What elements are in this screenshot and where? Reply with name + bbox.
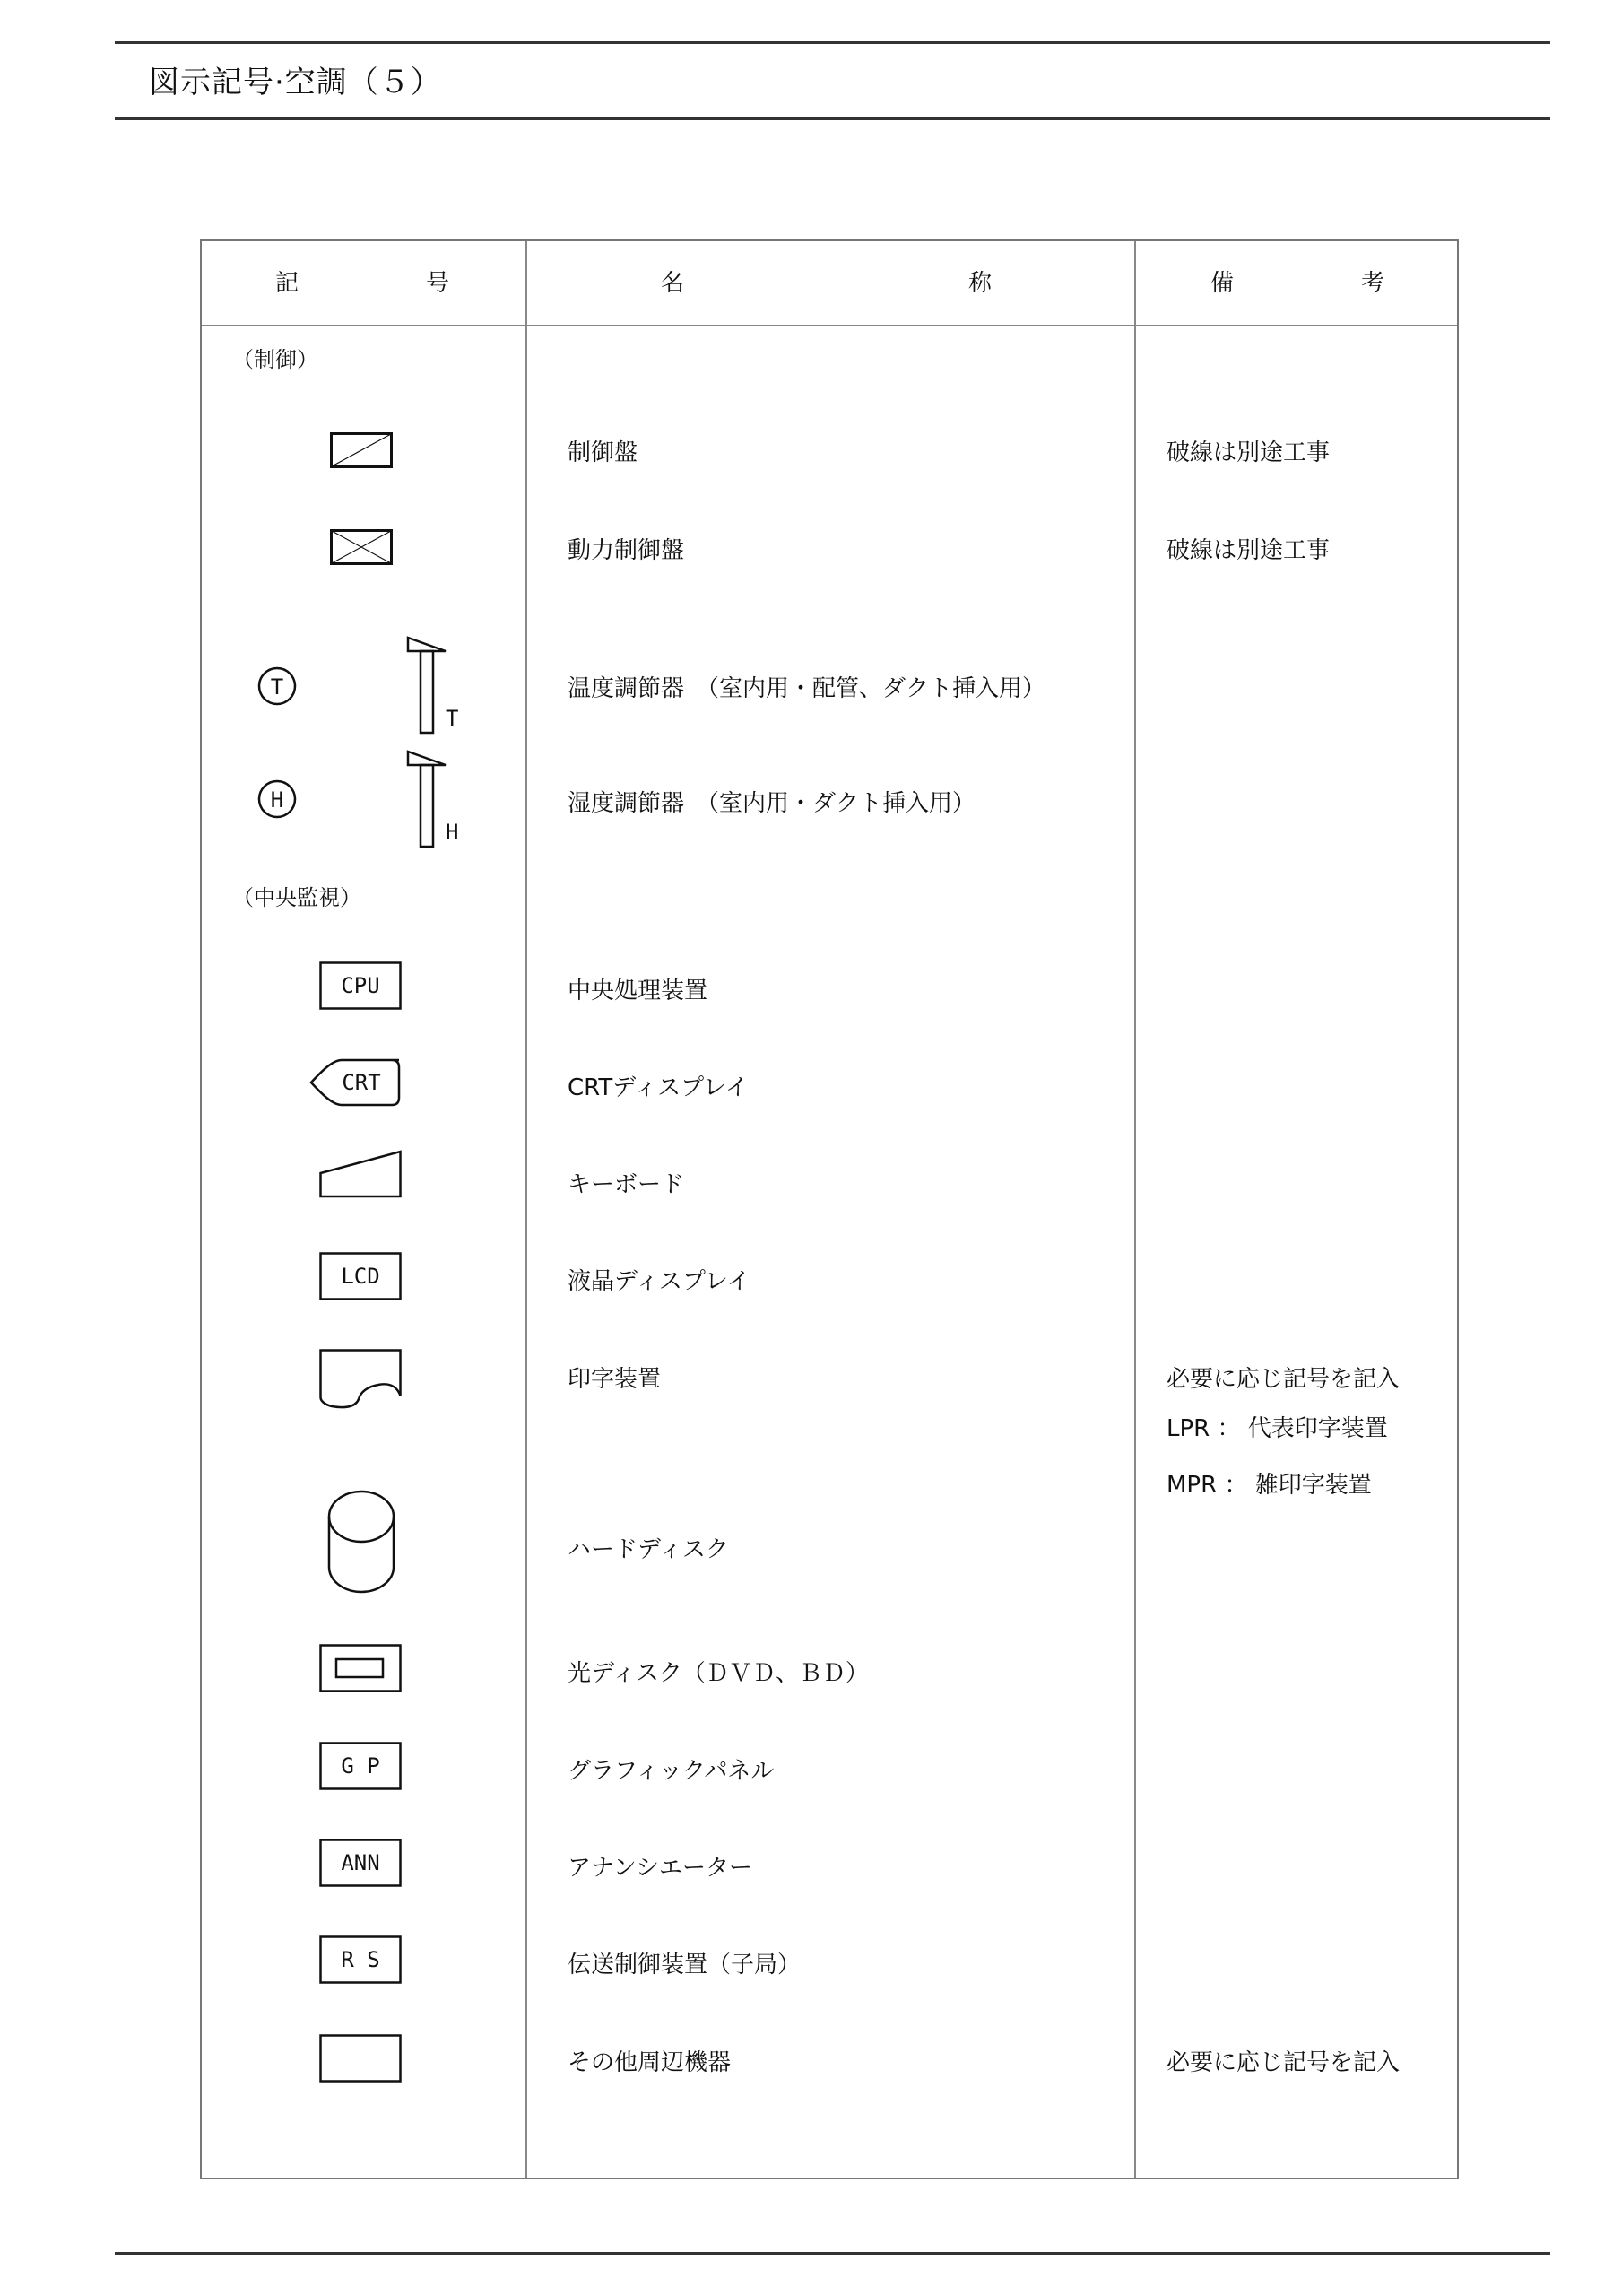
- row-name: ハードディスク: [568, 1536, 729, 1563]
- row-name: 温度調節器 （室内用・配管、ダクト挿入用）: [568, 675, 1046, 702]
- row-name: 制御盤: [568, 439, 638, 466]
- crt-display-symbol-icon: [309, 1058, 404, 1109]
- svg-text:T: T: [270, 674, 284, 700]
- annunciator-symbol-icon: [319, 1839, 402, 1889]
- optical-disc-symbol-icon: [319, 1644, 402, 1694]
- column-divider: [1134, 241, 1136, 2178]
- row-remarks-mpr: MPR ： 雑印字装置: [1167, 1472, 1372, 1499]
- humidistat-room-symbol-icon: [257, 779, 297, 819]
- svg-text:H: H: [446, 820, 459, 845]
- svg-text:ANN: ANN: [341, 1850, 380, 1875]
- peripheral-symbol-icon: [319, 2034, 402, 2084]
- row-name: 湿度調節器 （室内用・ダクト挿入用）: [568, 790, 976, 817]
- page-title: 図示記号·空調（５）: [149, 65, 442, 100]
- row-name: 伝送制御装置（子局）: [568, 1952, 802, 1979]
- svg-text:LCD: LCD: [341, 1264, 380, 1289]
- row-remarks: 破線は別途工事: [1167, 439, 1331, 466]
- thermostat-room-symbol-icon: [257, 666, 297, 706]
- row-remarks: 必要に応じ記号を記入: [1167, 2049, 1401, 2076]
- lcd-display-symbol-icon: [319, 1252, 402, 1302]
- row-remarks: 必要に応じ記号を記入: [1167, 1366, 1401, 1393]
- section-label-central-monitoring: （中央監視）: [232, 885, 361, 910]
- control-panel-symbol-icon: [330, 432, 393, 468]
- remote-station-symbol-icon: [319, 1935, 402, 1986]
- humidistat-duct-symbol-icon: [406, 750, 478, 857]
- svg-text:T: T: [446, 706, 459, 731]
- svg-text:CRT: CRT: [342, 1070, 381, 1095]
- header-divider: [202, 325, 1457, 326]
- row-name: 光ディスク（ＤＶＤ、ＢＤ）: [568, 1660, 869, 1687]
- row-name: グラフィックパネル: [568, 1758, 775, 1785]
- graphic-panel-symbol-icon: [319, 1742, 402, 1792]
- row-name: キーボード: [568, 1171, 685, 1198]
- footer-rule: [115, 2252, 1550, 2255]
- top-rule: [115, 41, 1550, 44]
- row-name: 動力制御盤: [568, 537, 685, 564]
- section-label-control: （制御）: [232, 347, 318, 372]
- row-name: 中央処理装置: [568, 978, 708, 1004]
- column-divider: [525, 241, 527, 2178]
- row-name: 液晶ディスプレイ: [568, 1268, 750, 1295]
- row-name: CRTディスプレイ: [568, 1074, 749, 1101]
- svg-text:G P: G P: [341, 1753, 380, 1779]
- cpu-symbol-icon: [319, 961, 402, 1012]
- printer-symbol-icon: [319, 1349, 402, 1412]
- row-remarks: 破線は別途工事: [1167, 537, 1331, 564]
- row-name: アナンシエーター: [568, 1855, 753, 1882]
- row-name: 印字装置: [568, 1366, 662, 1393]
- svg-text:H: H: [270, 787, 284, 813]
- title-underline-rule: [115, 117, 1550, 120]
- svg-text:R S: R S: [341, 1947, 380, 1972]
- row-name: その他周辺機器: [568, 2049, 732, 2076]
- symbol-table: 記 号 名 称 備 考 （制御） 制御盤 破線は別途工事 動力制御盤 破線は別途工事 T T 温度調節器 （室内用・配管、ダクト挿入用） H H 湿度調節器 （室内用・ダクト挿入用） （中央監視） CPU 中央処理装置 CRT CRTディスプレイ キーボード LCD 液晶ディスプレイ 印字装置 必要に応じ記号を記入 LPR ： 代表印字装置 MPR ： 雑印字装置 ハードディスク 光ディスク（ＤＶＤ、ＢＤ） G P グラフィックパネル ANN アナンシエーター R S 伝送制御装置（子局） その他周辺機器 必要に応じ記号を記入: [200, 239, 1459, 2179]
- svg-text:CPU: CPU: [341, 973, 380, 998]
- row-remarks-lpr: LPR ： 代表印字装置: [1167, 1415, 1388, 1442]
- thermostat-duct-symbol-icon: [406, 636, 478, 744]
- keyboard-symbol-icon: [319, 1150, 402, 1200]
- hard-disk-symbol-icon: [326, 1490, 396, 1596]
- power-control-panel-symbol-icon: [330, 529, 393, 565]
